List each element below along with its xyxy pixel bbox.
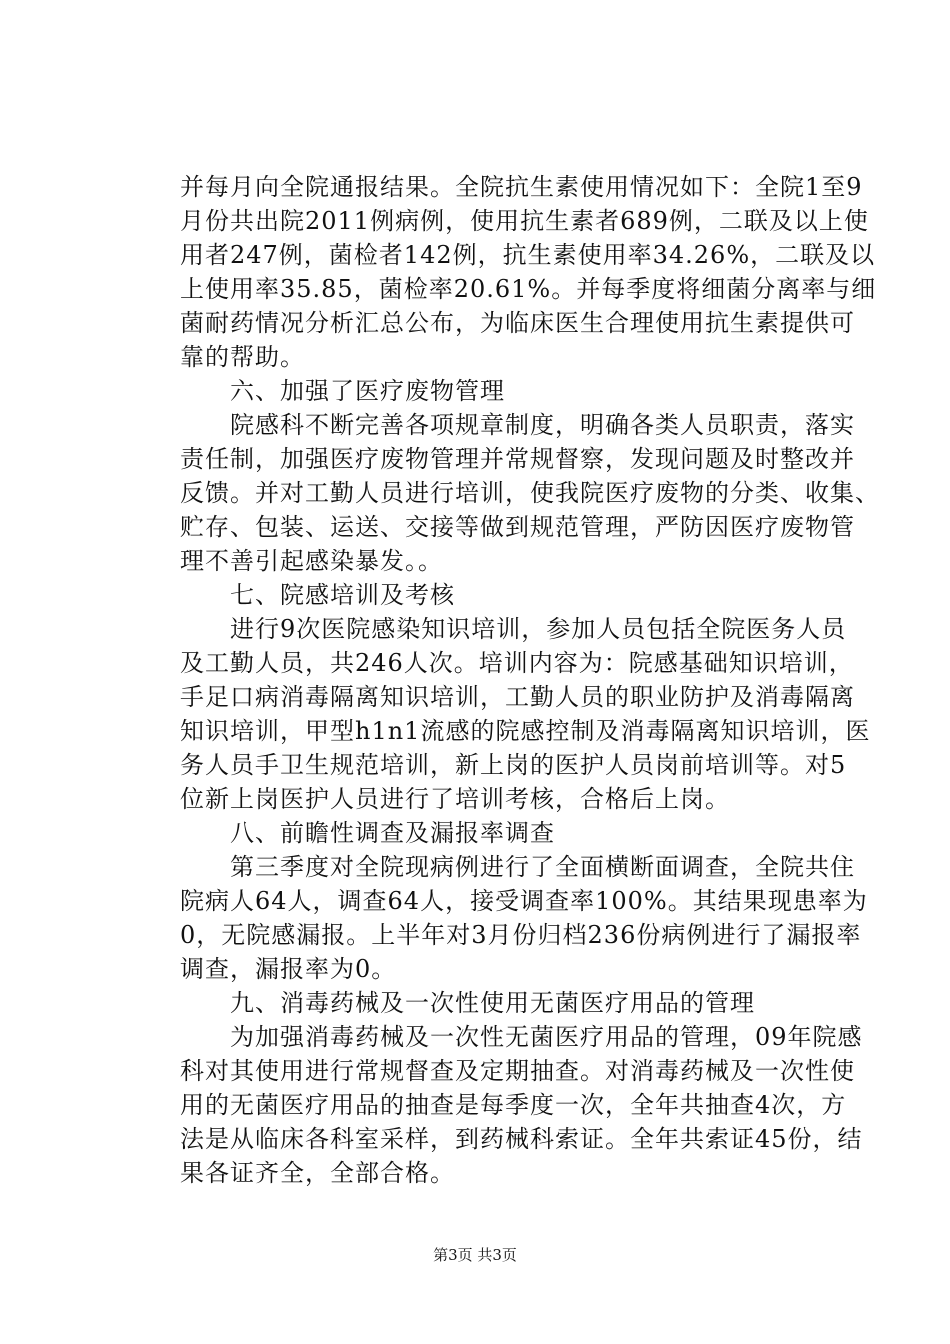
section-heading-6: 六、加强了医疗废物管理 xyxy=(180,377,505,405)
body-line: 0，无院感漏报。上半年对3月份归档236份病例进行了漏报率 xyxy=(180,921,862,949)
body-line: 贮存、包装、运送、交接等做到规范管理，严防因医疗废物管 xyxy=(180,513,855,541)
page-number-label: 第3页 共3页 xyxy=(433,1246,517,1264)
body-line: 手足口病消毒隔离知识培训，工勤人员的职业防护及消毒隔离 xyxy=(180,683,855,711)
body-line: 月份共出院2011例病例，使用抗生素者689例，二联及以上使 xyxy=(180,207,869,235)
body-line: 法是从临床各科室采样，到药械科索证。全年共索证45份，结 xyxy=(180,1125,863,1153)
body-line: 位新上岗医护人员进行了培训考核，合格后上岗。 xyxy=(180,785,730,813)
section-heading-9: 九、消毒药械及一次性使用无菌医疗用品的管理 xyxy=(180,989,755,1017)
body-line: 菌耐药情况分析汇总公布，为临床医生合理使用抗生素提供可 xyxy=(180,309,855,337)
body-line: 及工勤人员，共246人次。培训内容为：院感基础知识培训， xyxy=(180,649,854,677)
body-line: 果各证齐全，全部合格。 xyxy=(180,1159,455,1187)
body-line: 院感科不断完善各项规章制度，明确各类人员职责，落实 xyxy=(180,411,855,439)
body-line: 务人员手卫生规范培训，新上岗的医护人员岗前培训等。对5 xyxy=(180,751,847,779)
body-line: 用者247例，菌检者142例，抗生素使用率34.26%，二联及以 xyxy=(180,241,876,269)
body-line: 为加强消毒药械及一次性无菌医疗用品的管理，09年院感 xyxy=(180,1023,863,1051)
body-line: 用的无菌医疗用品的抽查是每季度一次，全年共抽查4次，方 xyxy=(180,1091,847,1119)
page-footer xyxy=(0,1245,950,1265)
section-heading-7: 七、院感培训及考核 xyxy=(180,581,455,609)
body-line: 责任制，加强医疗废物管理并常规督察，发现问题及时整改并 xyxy=(180,445,855,473)
body-line: 院病人64人，调查64人，接受调查率100%。其结果现患率为 xyxy=(180,887,868,915)
body-line: 科对其使用进行常规督查及定期抽查。对消毒药械及一次性使 xyxy=(180,1057,855,1085)
document-body xyxy=(180,170,880,1190)
body-line: 上使用率35.85，菌检率20.61%。并每季度将细菌分离率与细 xyxy=(180,275,877,303)
section-heading-8: 八、前瞻性调查及漏报率调查 xyxy=(180,819,555,847)
body-line: 理不善引起感染暴发。。 xyxy=(180,547,443,575)
body-line: 进行9次医院感染知识培训，参加人员包括全院医务人员 xyxy=(180,615,847,643)
body-line: 靠的帮助。 xyxy=(180,343,305,371)
body-line: 并每月向全院通报结果。全院抗生素使用情况如下：全院1至9 xyxy=(180,173,863,201)
body-line: 第三季度对全院现病例进行了全面横断面调查，全院共住 xyxy=(180,853,855,881)
body-line: 调查，漏报率为0。 xyxy=(180,955,397,983)
body-line: 知识培训，甲型h1n1流感的院感控制及消毒隔离知识培训，医 xyxy=(180,717,871,745)
body-line: 反馈。并对工勤人员进行培训，使我院医疗废物的分类、收集、 xyxy=(180,479,880,507)
